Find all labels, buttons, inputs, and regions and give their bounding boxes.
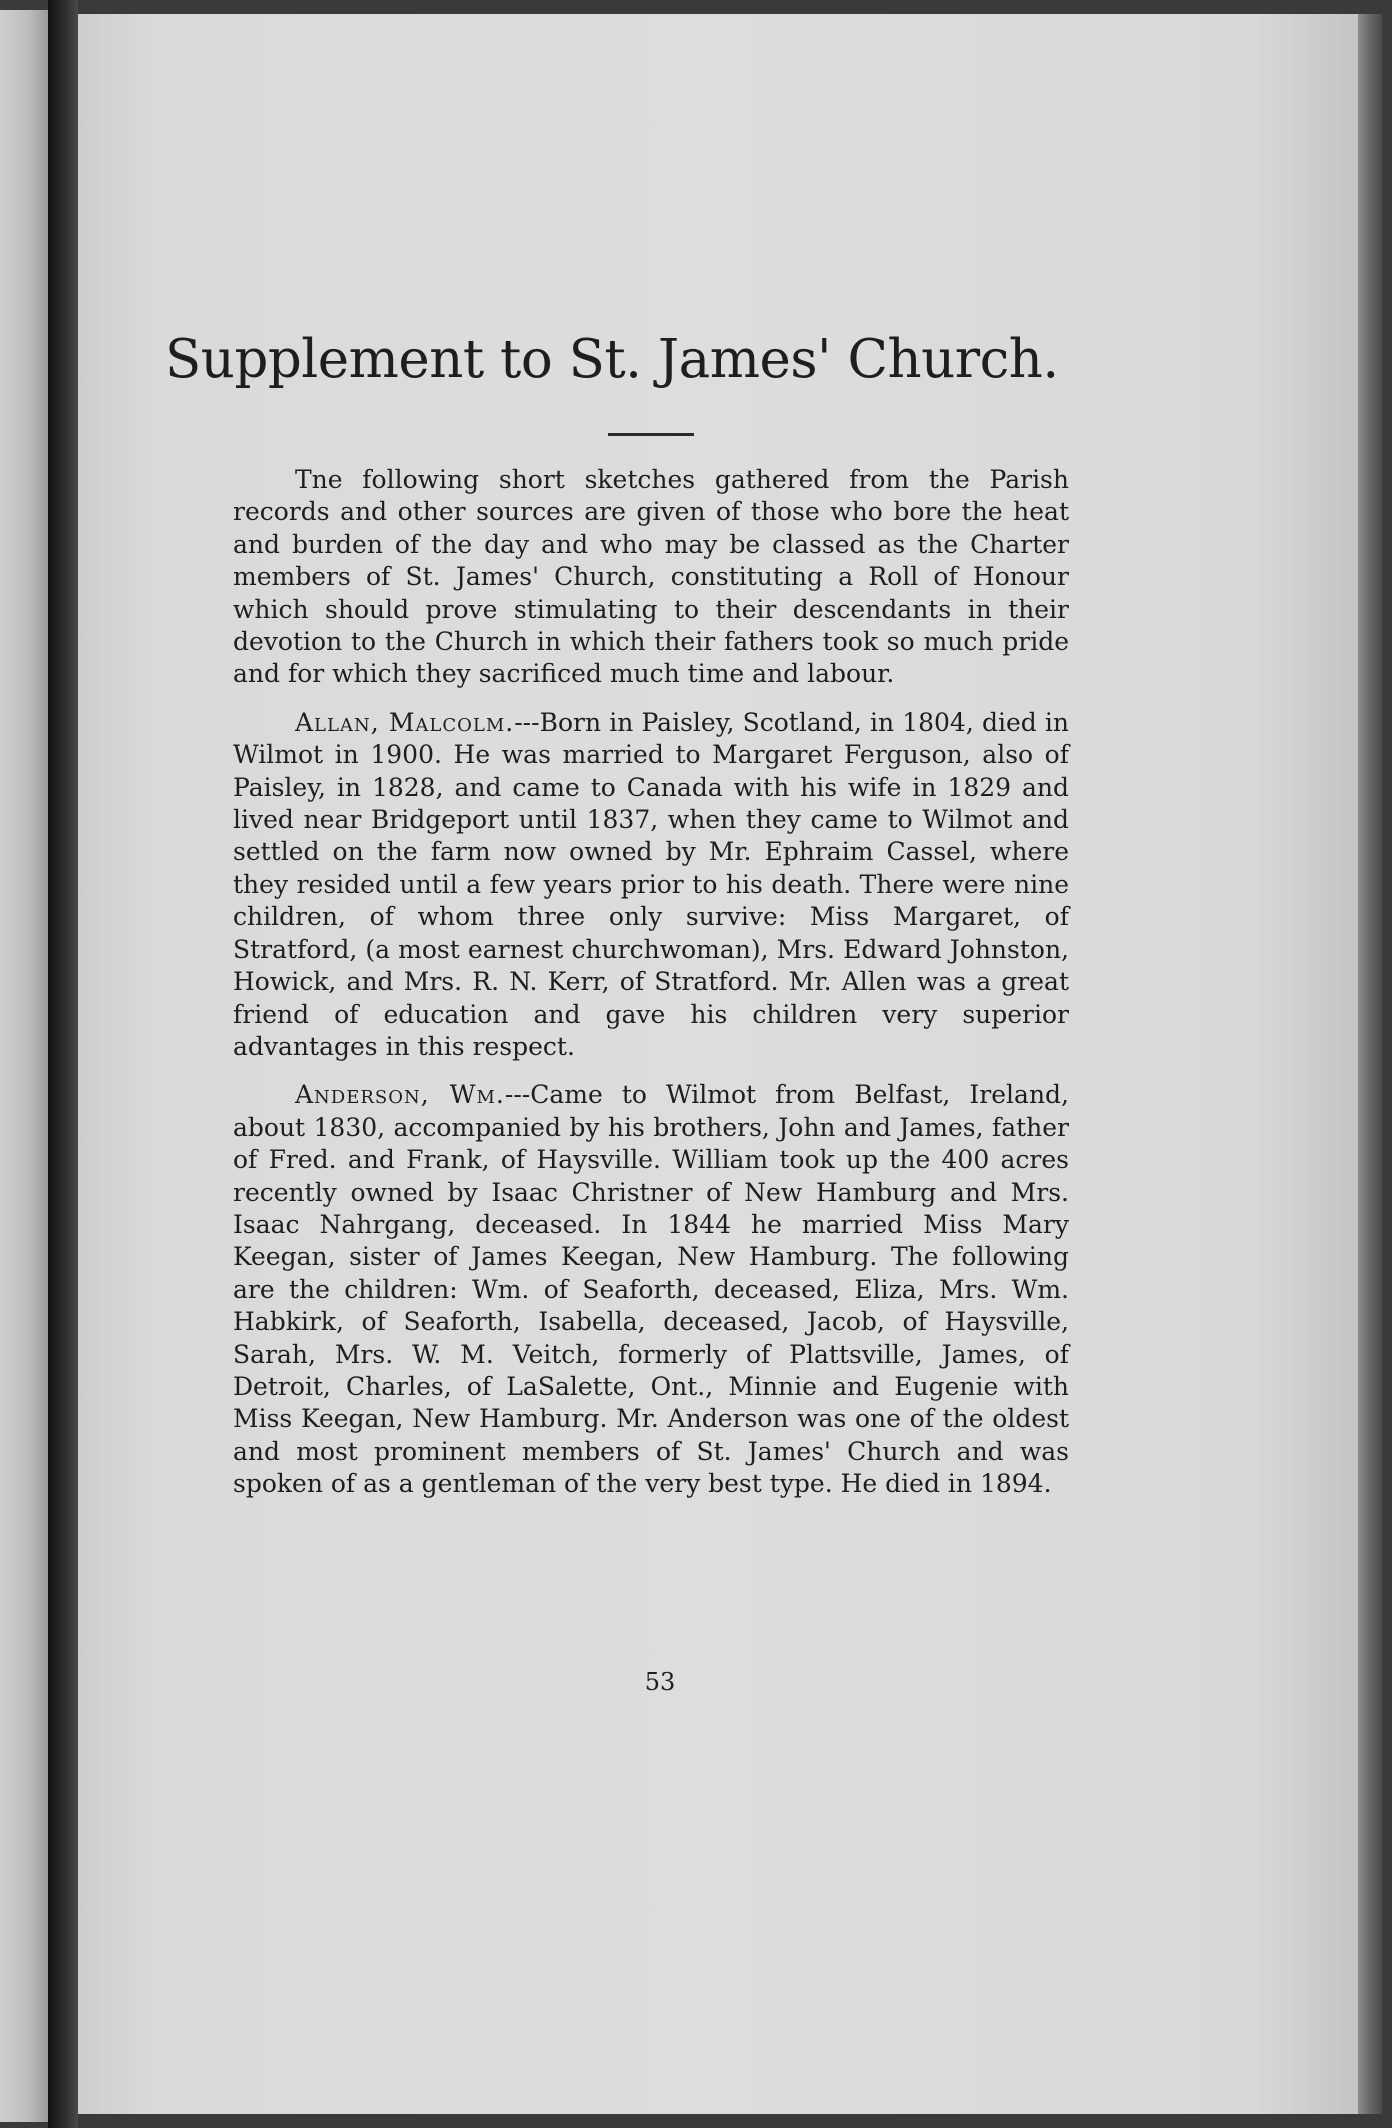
page-number: 53 bbox=[644, 1668, 676, 1696]
entry-name: Anderson, Wm. bbox=[295, 1080, 505, 1110]
book-gutter bbox=[48, 0, 78, 2128]
entry-paragraph bbox=[233, 1079, 1069, 1500]
body-text bbox=[233, 464, 1069, 1517]
entry-text: ---Born in Paisley, Scotland, in 1804, died in Wilmot in 1900. He was married to Margaret Ferguson, also of Paisley, in 1828, and came to Canada with his wife in 1829 and lived near Bridgeport until 1837, when they came to Wilmot and settled on the farm now owned by Mr. Ephraim Cassel, where they resided until a few years prior to his death. There were nine children, of whom three only survive: Miss Margaret, of Stratford, (a most earnest churchwoman), Mrs. Edward Johnston, Howick, and Mrs. R. N. Kerr, of Stratford. Mr. Allen was a great friend of education and gave his children very superior advantages in this respect. bbox=[233, 707, 1069, 1061]
facing-page-edge bbox=[0, 10, 48, 2122]
intro-paragraph: Tne following short sketches gathered from the Parish records and other sources are given of those who bore the heat and burden of the day and who may be classed as the Charter members of St. James' Church, constituting a Roll of Honour which should prove stimulating to their descendants in their devotion to the Church in which their fathers took so much pride and for which they sacrificed much time and labour. bbox=[233, 465, 1069, 689]
page-title: Supplement to St. James' Church. bbox=[165, 329, 1059, 390]
title-rule bbox=[608, 433, 694, 436]
entry-paragraph bbox=[233, 707, 1069, 1063]
entry-text: ---Came to Wilmot from Belfast, Ireland, about 1830, accompanied by his brothers, John and James, father of Fred. and Frank, of Haysville. William took up the 400 acres recently owned by Isaac Christner of New Hamburg and Mrs. Isaac Nahrgang, deceased. In 1844 he married Miss Mary Keegan, sister of James Keegan, New Hamburg. The following are the children: Wm. of Seaforth, deceased, Eliza, Mrs. Wm. Habkirk, of Seaforth, Isabella, deceased, Jacob, of Haysville, Sarah, Mrs. W. M. Veitch, formerly of Plattsville, James, of Detroit, Charles, of LaSalette, Ont., Minnie and Eugenie with Miss Keegan, New Hamburg. Mr. Anderson was one of the oldest and most prominent members of St. James' Church and was spoken of as a gentleman of the very best type. He died in 1894. bbox=[233, 1080, 1070, 1499]
page-block-edge bbox=[1358, 14, 1382, 2114]
entry-name: Allan, Malcolm. bbox=[295, 707, 515, 737]
